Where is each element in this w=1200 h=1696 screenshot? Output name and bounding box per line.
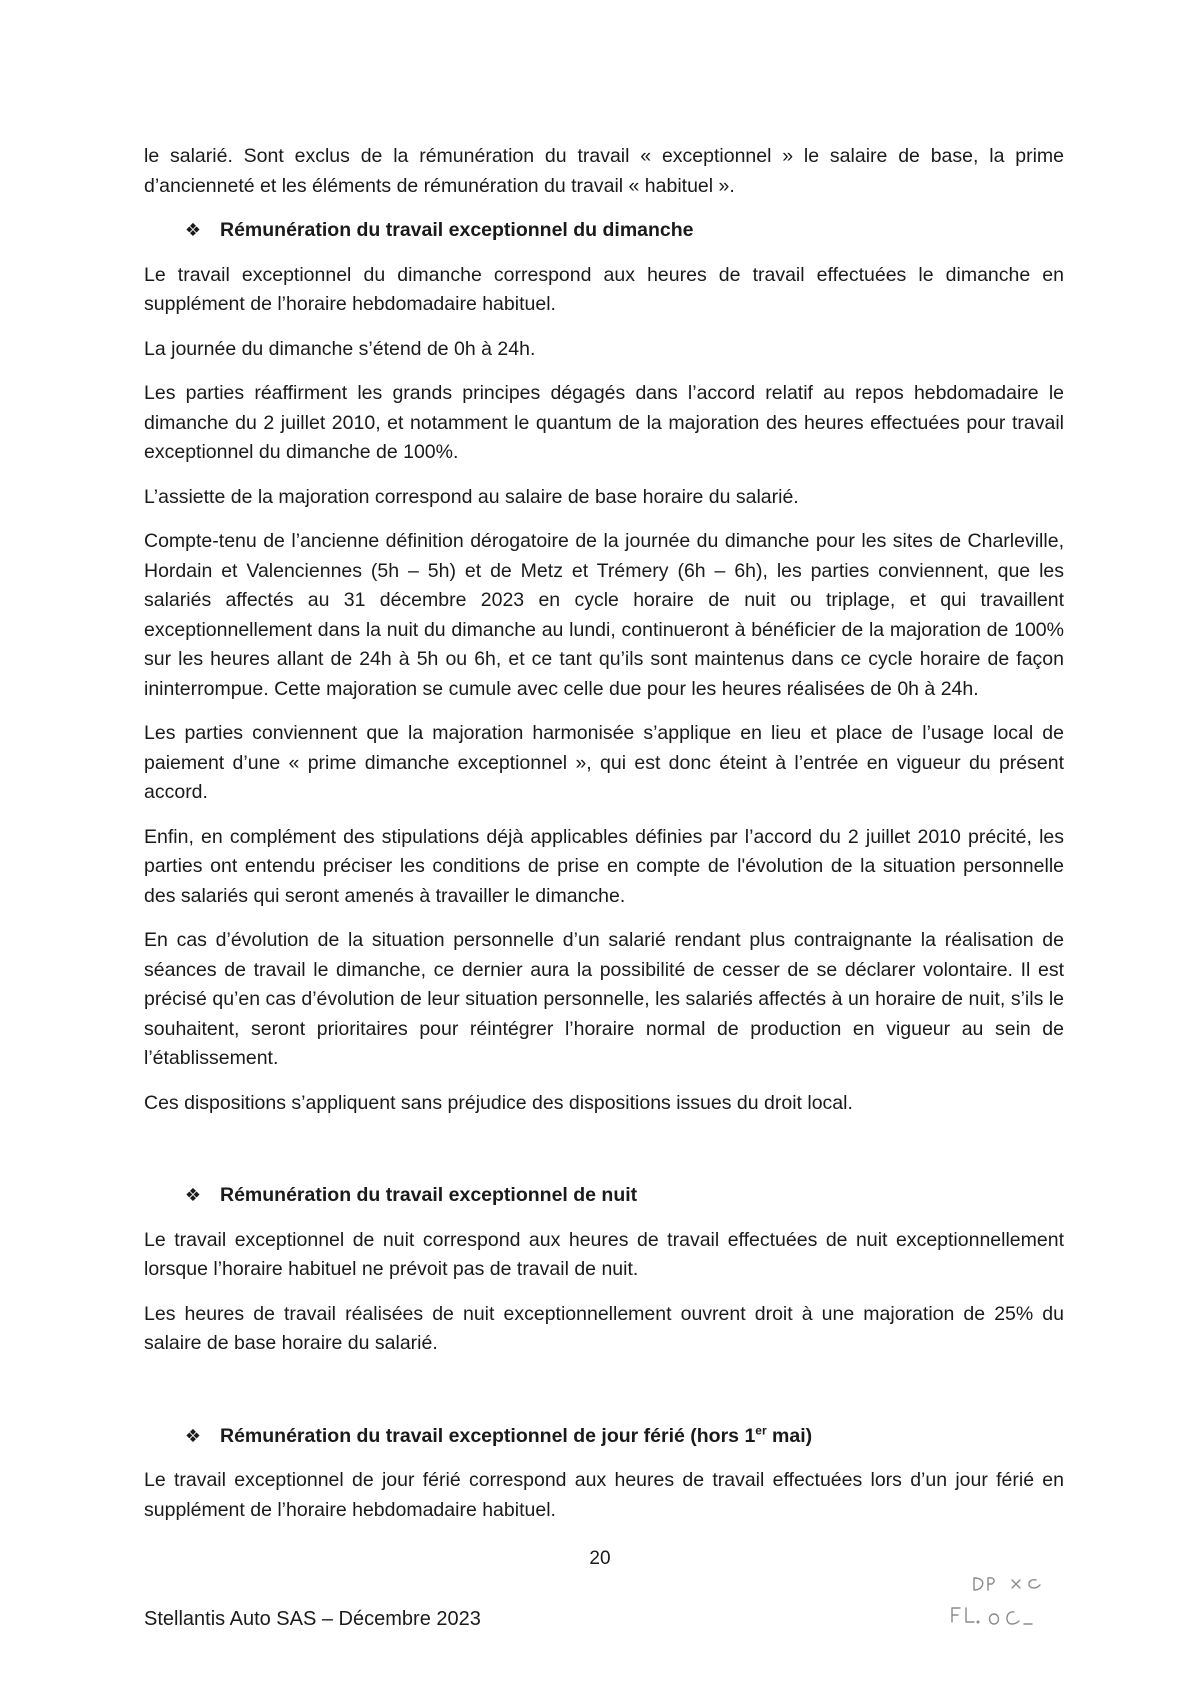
diamond-bullet-icon: ❖ [184,1185,202,1205]
diamond-bullet-icon: ❖ [184,220,202,240]
paragraph-dimanche-9: Ces dispositions s’appliquent sans préjudice des dispositions issues du droit local. [144,1091,853,1114]
ordinal-superscript: er [755,1423,767,1437]
page-number: 20 [589,1548,611,1569]
section-title-ferie [220,1422,812,1452]
handwritten-initials-signature [944,1572,1054,1632]
intro-paragraph: le salarié. Sont exclus de la rémunération du travail « exceptionnel » le salaire de base, la prime d’ancienneté et les éléments de rémunération du travail « habituel ». [144,145,1064,197]
paragraph-dimanche-6: Les parties conviennent que la majoration harmonisée s’applique en lieu et place de l’usage local de paiement d’une « prime dimanche exceptionnel », qui est donc éteint à l’entrée en vigueur du présent accord. [144,722,1064,803]
paragraph-dimanche-8: En cas d’évolution de la situation personnelle d’un salarié rendant plus contraignante la réalisation de séances de travail le dimanche, ce dernier aura la possibilité de cesser de se déclarer volontaire. Il est précisé qu’en cas d’évolution de leur situation personnelle, les salariés affectés à un horaire de nuit, s’ils le souhaitent, seront prioritaires pour réintégrer l’horaire normal de production en vigueur au sein de l’établissement. [144,929,1064,1069]
footer-text: Stellantis Auto SAS – Décembre 2023 [144,1608,481,1630]
section-heading-ferie [144,1422,1064,1452]
paragraph-dimanche-3: Les parties réaffirment les grands principes dégagés dans l’accord relatif au repos hebdomadaire le dimanche du 2 juillet 2010, et notamment le quantum de la majoration des heures effectuées pour travail exceptionnel du dimanche de 100%. [144,382,1064,463]
paragraph-dimanche-2: La journée du dimanche s’étend de 0h à 24h. [144,337,536,360]
paragraph-nuit-1: Le travail exceptionnel de nuit correspond aux heures de travail effectuées de nuit exceptionnellement lorsque l’horaire habituel ne prévoit pas de travail de nuit. [144,1228,1064,1280]
paragraph-dimanche-7: Enfin, en complément des stipulations déjà applicables définies par l’accord du 2 juillet 2010 précité, les parties ont entendu préciser les conditions de prise en compte de l'évolution de la situation personnelle des salariés qui seront amenés à travailler le dimanche. [144,825,1064,907]
section-spacer [144,1133,1064,1181]
page-body [144,142,1064,1540]
section-heading-nuit [144,1181,1064,1211]
paragraph-dimanche-1: Le travail exceptionnel du dimanche correspond aux heures de travail effectuées le dimanche en supplément de l’horaire hebdomadaire habituel. [144,263,1064,315]
section-title-dimanche: Rémunération du travail exceptionnel du dimanche [220,219,694,241]
diamond-bullet-icon: ❖ [184,1425,202,1446]
paragraph-ferie-1: Le travail exceptionnel de jour férié correspond aux heures de travail effectuées lors d’un jour férié en supplément de l’horaire hebdomadaire habituel. [144,1469,1064,1521]
section-title-nuit: Rémunération du travail exceptionnel de nuit [220,1184,638,1206]
section-spacer [144,1374,1064,1422]
section-title-ferie-end: mai) [766,1424,813,1447]
paragraph-nuit-2: Les heures de travail réalisées de nuit exceptionnellement ouvrent droit à une majoration de 25% du salaire de base horaire du salarié. [144,1302,1064,1354]
section-title-ferie-start: Rémunération du travail exceptionnel de jour férié (hors 1 [220,1424,756,1447]
paragraph-dimanche-5: Compte-tenu de l’ancienne définition dérogatoire de la journée du dimanche pour les sites de Charleville, Hordain et Valenciennes (5h – 5h) et de Metz et Trémery (6h – 6h), les parties conviennent, que les salariés affectés au 31 décembre 2023 en cycle horaire de nuit ou triplage, et qui travaillent exceptionnellement dans la nuit du dimanche au lundi, continueront à bénéficier de la majoration de 100% sur les heures allant de 24h à 5h ou 6h, et ce tant qu’ils sont maintenus dans ce cycle horaire de façon ininterrompue. Cette majoration se cumule avec celle due pour les heures réalisées de 0h à 24h. [144,530,1064,700]
paragraph-dimanche-4: L’assiette de la majoration correspond au salaire de base horaire du salarié. [144,485,799,508]
section-heading-dimanche [144,216,1064,246]
